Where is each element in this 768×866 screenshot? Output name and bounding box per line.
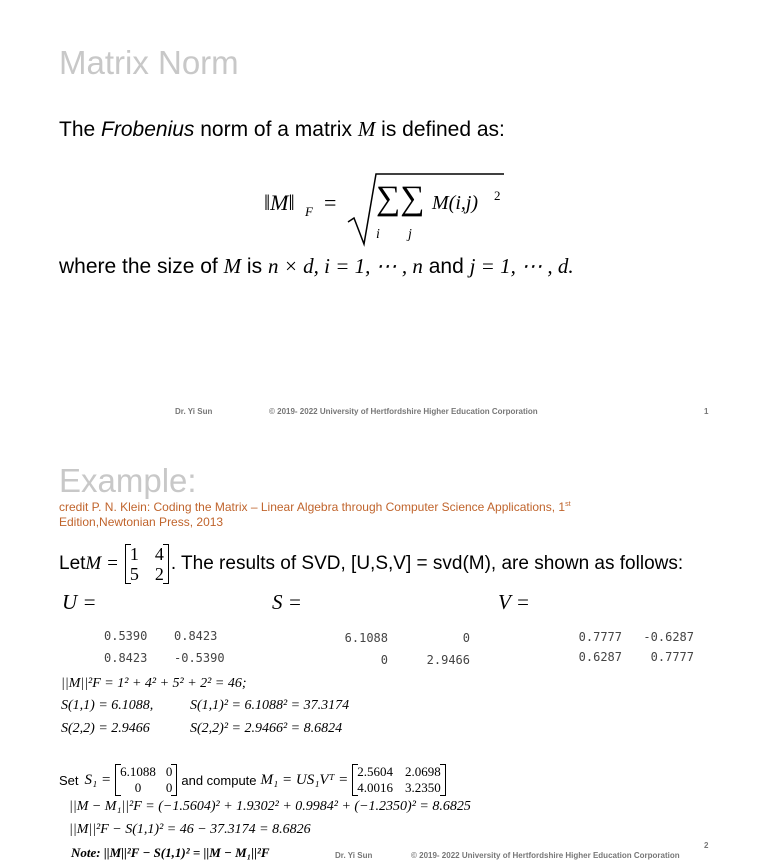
equation-s11-squared: S(1,1)² = 6.1088² = 37.3174 <box>190 698 350 713</box>
equation-norm: ||M||²F = 1² + 4² + 5² + 2² = 46; <box>61 676 247 691</box>
frobenius-formula: ‖M‖ F = ∑∑ i j M(i,j) 2 <box>264 170 514 250</box>
v-label: V = <box>498 590 530 614</box>
equation-difference: ||M||²F − S(1,1)² = 46 − 37.3174 = 8.6826 <box>69 822 311 837</box>
matrix-m1: 2.5604 2.0698 4.0016 3.2350 <box>352 764 446 796</box>
equation-residual-norm: ||M − M₁||²F = (−1.5604)² + 1.9302² + 0.9984² + (−1.2350)² = 8.6825 <box>69 799 471 814</box>
credit-text: credit P. N. Klein: Coding the Matrix – Linear Algebra through Computer Science Applications, 1st Edition,Newtonian Press, 2013 <box>59 499 571 529</box>
matrix-s1: 6.1088 0 0 0 <box>115 764 177 796</box>
matrix-m: 1 4 5 2 <box>125 544 169 584</box>
sqrt-sign <box>346 172 506 248</box>
equation-s11: S(1,1) = 6.1088, <box>61 698 154 713</box>
slide-2 <box>0 440 768 866</box>
s-matrix: 6.1088 0 0 2.9466 <box>344 631 470 667</box>
u-matrix: 0.5390 0.8423 0.8423 -0.5390 <box>104 629 225 665</box>
slide-title: Example: <box>59 462 197 499</box>
where-text: where the size of M is n × d, i = 1, ⋯ , n and j = 1, ⋯ , d. <box>59 254 574 278</box>
let-statement: Let M = 1 4 5 2 . The results of SVD, [U,S,V] = svd(M), are shown as follows: <box>59 544 684 584</box>
intro-text: The Frobenius norm of a matrix M is defined as: <box>59 117 505 141</box>
slide-1 <box>0 0 768 430</box>
equation-s22-squared: S(2,2)² = 2.9466² = 8.6824 <box>190 721 343 736</box>
footer-copyright: © 2019- 2022 University of Hertfordshire Higher Education Corporation <box>411 851 680 860</box>
footer-author: Dr. Yi Sun <box>175 407 213 416</box>
footer-copyright: © 2019- 2022 University of Hertfordshire Higher Education Corporation <box>269 407 538 416</box>
u-label: U = <box>62 590 97 614</box>
footer-author: Dr. Yi Sun <box>335 851 373 860</box>
s-label: S = <box>272 590 302 614</box>
note-equation: Note: ||M||²F − S(1,1)² = ||M − M₁||²F <box>71 845 270 860</box>
set-s1-statement: Set S₁ = 6.1088 0 0 0 and compute M₁ = US₁Vᵀ = 2.5604 2.0698 4.0016 3.2350 <box>59 764 446 796</box>
v-matrix: 0.7777 -0.6287 0.6287 0.7777 <box>578 630 694 664</box>
equation-s22: S(2,2) = 2.9466 <box>61 721 150 736</box>
slide-title: Matrix Norm <box>59 44 239 81</box>
page-number: 1 <box>704 407 709 416</box>
page-number: 2 <box>704 841 709 850</box>
